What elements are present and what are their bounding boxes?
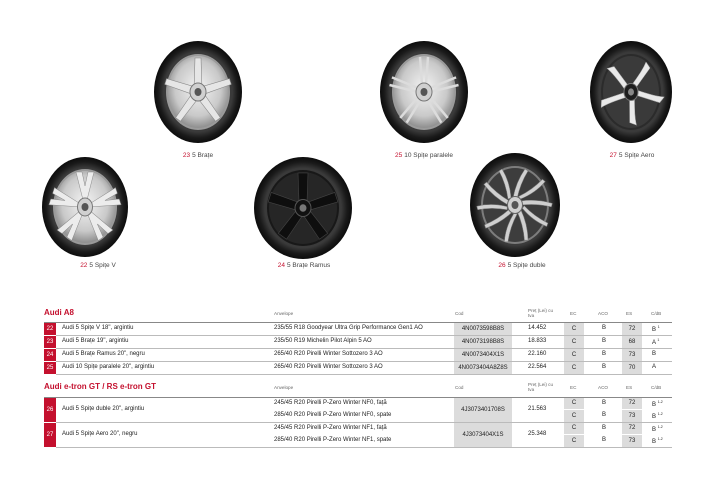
wheel-5-spite-duble-image	[468, 152, 562, 258]
row-ceb-value: B	[652, 414, 657, 420]
row-ceb-value: A	[652, 364, 657, 370]
row-footnote: 1-2	[657, 437, 663, 441]
wheel-name: 5 Spițe Aero	[618, 152, 655, 159]
row-ec: C	[564, 349, 584, 361]
row-ceb-value: B	[652, 351, 657, 357]
header-cod: Cod	[455, 311, 464, 316]
row-es: 72	[622, 323, 642, 335]
row-ceb-value: B	[652, 402, 657, 408]
wheel-number: 22	[80, 262, 88, 269]
row-number: 22	[44, 323, 56, 335]
row-es: 73	[622, 349, 642, 361]
wheel-number: 27	[609, 152, 617, 159]
row-code: 4J3073404X1S	[454, 423, 512, 447]
row-ceb-value: B	[652, 439, 657, 445]
wheel-number: 23	[182, 152, 191, 159]
wheel-caption	[484, 262, 560, 269]
wheel-caption	[382, 152, 466, 159]
wheel-number: 24	[277, 262, 285, 269]
wheel-number: 25	[394, 152, 403, 159]
row-price: 22.160	[528, 351, 547, 357]
row-aco: B	[602, 437, 607, 443]
row-tyre: 265/40 R20 Pirelli Winter Sottozero 3 AO	[274, 364, 383, 370]
row-footnote: 1	[657, 338, 660, 342]
row-tyre: 235/50 R19 Michelin Pilot Alpin 5 AO	[274, 338, 372, 344]
wheel-number: 26	[498, 262, 506, 269]
row-tyre-front: 245/45 R20 Pirelli P-Zero Winter NF1, față	[274, 425, 387, 431]
row-footnote: 1	[657, 325, 660, 329]
row-es: 70	[622, 362, 642, 374]
row-price: 14.452	[528, 325, 547, 331]
table-row	[44, 349, 672, 361]
wheel-caption	[60, 262, 136, 269]
wheel-name: 5 Brațe Ramus	[286, 262, 331, 269]
table-row	[44, 423, 672, 447]
row-price: 25.348	[528, 431, 547, 437]
row-ceb	[652, 412, 663, 420]
row-price: 22.564	[528, 364, 547, 370]
header-ec: EC	[570, 311, 577, 316]
row-ceb	[652, 437, 663, 445]
row-aco: B	[602, 364, 607, 370]
header-pret: Preț (Lei) cu tva	[528, 308, 554, 318]
header-pret: Preț (Lei) cu tva	[528, 382, 554, 392]
header-anvelope: Anvelope	[274, 385, 294, 390]
wheel-5-brate-image	[152, 40, 244, 144]
row-ceb	[652, 351, 656, 357]
row-es: 73	[622, 410, 642, 422]
header-ceb: C/dB	[651, 385, 662, 390]
row-footnote: 1-2	[657, 412, 663, 416]
row-ceb-value: B	[652, 427, 657, 433]
row-number: 26	[44, 398, 56, 422]
header-aco: ACO	[598, 311, 608, 316]
row-price: 18.833	[528, 338, 547, 344]
row-number: 25	[44, 362, 56, 374]
row-price: 21.563	[528, 406, 547, 412]
table-row	[44, 398, 672, 422]
row-tyre-rear: 285/40 R20 Pirelli P-Zero Winter NF1, spate	[274, 437, 392, 443]
table-row	[44, 323, 672, 335]
wheel-name: 5 Brațe	[192, 152, 214, 159]
row-ceb	[652, 364, 656, 370]
row-ec: C	[564, 435, 584, 447]
row-ceb	[652, 325, 660, 333]
row-ec: C	[564, 336, 584, 348]
row-ceb	[652, 400, 663, 408]
row-es: 68	[622, 336, 642, 348]
wheel-caption	[266, 262, 342, 269]
row-aco: B	[602, 425, 607, 431]
wheel-5-brate-ramus-image	[252, 156, 354, 260]
wheel-name: 5 Spițe duble	[507, 262, 546, 269]
row-code: 4N0073598B8S	[454, 323, 512, 335]
header-es: ES	[626, 311, 633, 316]
row-aco: B	[602, 412, 607, 418]
row-ceb	[652, 425, 663, 433]
header-ceb: C/dB	[651, 311, 662, 316]
wheel-name: 5 Spițe V	[89, 262, 116, 269]
table-row	[44, 336, 672, 348]
row-number: 23	[44, 336, 56, 348]
section-title-etron: Audi e-tron GT / RS e-tron GT	[44, 382, 156, 391]
wheel-caption	[594, 152, 670, 159]
row-ceb-value: A	[652, 340, 656, 346]
wheel-name: 10 Spițe paralele	[404, 152, 454, 159]
row-tyre-rear: 285/40 R20 Pirelli P-Zero Winter NF0, spate	[274, 412, 392, 418]
wheel-5-spite-aero-image	[588, 40, 674, 144]
row-tyre: 265/40 R20 Pirelli Winter Sottozero 3 AO	[274, 351, 383, 357]
row-ec: C	[564, 410, 584, 422]
row-description: Audi 5 Spițe Aero 20", negru	[62, 431, 138, 437]
row-ceb	[652, 338, 659, 346]
row-description: Audi 5 Spițe duble 20", argintiu	[62, 406, 145, 412]
row-description: Audi 5 Brațe 19", argintiu	[62, 338, 129, 344]
row-code: 4N0073404X1S	[454, 349, 512, 361]
row-es: 73	[622, 435, 642, 447]
header-anvelope: Anvelope	[274, 311, 294, 316]
row-divider	[56, 447, 672, 448]
row-ec: C	[564, 423, 584, 434]
row-es: 72	[622, 423, 642, 434]
row-description: Audi 10 Spițe paralele 20", argintiu	[62, 364, 155, 370]
row-aco: B	[602, 400, 607, 406]
row-tyre: 235/55 R18 Goodyear Ultra Grip Performance Gen1 AO	[274, 325, 423, 331]
header-cod: Cod	[455, 385, 464, 390]
header-es: ES	[626, 385, 633, 390]
row-aco: B	[602, 325, 607, 331]
row-ec: C	[564, 398, 584, 409]
row-description: Audi 5 Spițe V 18", argintiu	[62, 325, 134, 331]
row-code: 4N0073404A8Z8S	[454, 362, 512, 374]
row-aco: B	[602, 351, 607, 357]
row-ec: C	[564, 362, 584, 374]
section-title-a8: Audi A8	[44, 308, 74, 317]
header-aco: ACO	[598, 385, 608, 390]
header-ec: EC	[570, 385, 577, 390]
row-footnote: 1-2	[657, 400, 663, 404]
row-divider	[56, 374, 672, 375]
table-row	[44, 362, 672, 374]
row-number: 27	[44, 423, 56, 447]
wheel-10-spite-paralele-image	[378, 40, 470, 144]
row-footnote: 1-2	[657, 425, 663, 429]
row-number: 24	[44, 349, 56, 361]
row-ec: C	[564, 323, 584, 335]
wheel-caption	[160, 152, 236, 159]
row-description: Audi 5 Brațe Ramus 20", negru	[62, 351, 145, 357]
wheel-5-spite-v-image	[40, 156, 130, 258]
row-code: 4J3073401708S	[454, 398, 512, 422]
row-tyre-front: 245/45 R20 Pirelli P-Zero Winter NF0, față	[274, 400, 387, 406]
row-ceb-value: B	[652, 327, 657, 333]
row-es: 72	[622, 398, 642, 409]
row-code: 4N0073198B8S	[454, 336, 512, 348]
row-aco: B	[602, 338, 607, 344]
